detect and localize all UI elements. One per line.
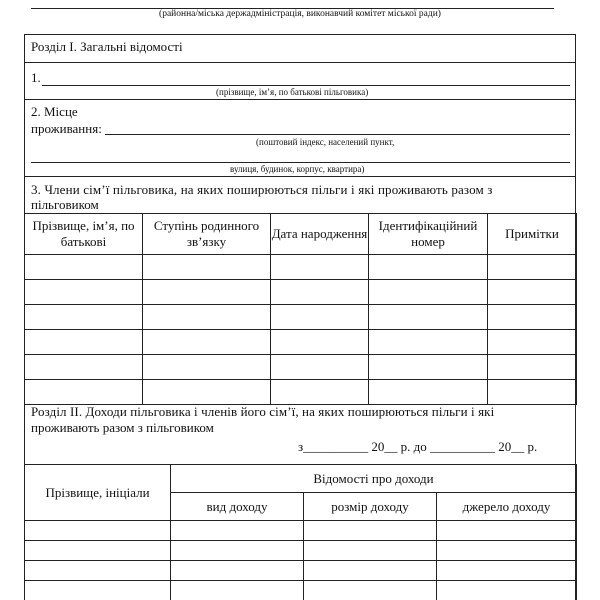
- table-cell[interactable]: [437, 561, 577, 581]
- table-cell[interactable]: [25, 541, 171, 561]
- col-header-surname: Прізвище, ініціали: [25, 465, 171, 521]
- table-cell[interactable]: [304, 521, 437, 541]
- table-cell[interactable]: [369, 330, 488, 355]
- table-cell[interactable]: [171, 521, 304, 541]
- period-line[interactable]: з__________ 20__ р. до __________ 20__ р.: [298, 439, 538, 454]
- item3-text-line1: 3. Члени сім’ї пільговика, на яких поширюються пільги і які проживають разом з: [31, 182, 493, 197]
- item2-caption1: (поштовий індекс, населений пункт,: [256, 137, 395, 147]
- col-header-income-source: джерело доходу: [437, 493, 577, 521]
- table-cell[interactable]: [304, 581, 437, 600]
- table-cell[interactable]: [271, 355, 369, 380]
- section1-divider: [24, 62, 576, 63]
- table-cell[interactable]: [143, 355, 271, 380]
- table-cell[interactable]: [369, 355, 488, 380]
- table-cell[interactable]: [271, 255, 369, 280]
- table-cell[interactable]: [369, 380, 488, 405]
- table-cell[interactable]: [369, 255, 488, 280]
- table-row: [25, 521, 577, 541]
- item2-fill-line2[interactable]: [31, 162, 570, 163]
- item2-divider: [24, 176, 576, 177]
- table-cell[interactable]: [25, 561, 171, 581]
- table-cell[interactable]: [25, 581, 171, 600]
- family-table-header: [25, 214, 577, 255]
- item1-caption: (прізвище, ім’я, по батькові пільговика): [216, 87, 369, 97]
- col-header-income-amount: розмір доходу: [304, 493, 437, 521]
- table-cell[interactable]: [488, 355, 577, 380]
- table-cell[interactable]: [171, 581, 304, 600]
- top-caption: (районна/міська держадміністрація, виконавчий комітет міської ради): [159, 9, 441, 19]
- table-cell[interactable]: [437, 541, 577, 561]
- table-row: [25, 355, 577, 380]
- item2-caption2: вулиця, будинок, корпус, квартира): [230, 164, 365, 174]
- table-cell[interactable]: [488, 380, 577, 405]
- table-cell[interactable]: [271, 280, 369, 305]
- table-row: [25, 380, 577, 405]
- col-header-notes: Примітки: [488, 214, 577, 255]
- col-header-name: Прізвище, ім’я, по батькові: [25, 214, 143, 255]
- section2-title-line1: Розділ II. Доходи пільговика і членів його сім’ї, на яких поширюються пільги і які: [31, 404, 495, 419]
- item3-text-line2: пільговиком: [31, 197, 99, 212]
- col-header-relation: Ступінь родинного зв’язку: [143, 214, 271, 255]
- table-row: [25, 330, 577, 355]
- table-cell[interactable]: [271, 380, 369, 405]
- item1-divider: [24, 99, 576, 100]
- table-cell[interactable]: [25, 330, 143, 355]
- item2-label-line1: 2. Місце: [31, 104, 78, 119]
- table-cell[interactable]: [25, 380, 143, 405]
- col-header-income-type: вид доходу: [171, 493, 304, 521]
- table-cell[interactable]: [437, 521, 577, 541]
- table-cell[interactable]: [25, 355, 143, 380]
- table-cell[interactable]: [143, 330, 271, 355]
- table-row: [25, 280, 577, 305]
- table-cell[interactable]: [437, 581, 577, 600]
- table-cell[interactable]: [25, 280, 143, 305]
- col-header-id-number: Ідентифікаційний номер: [369, 214, 488, 255]
- item2-label-line2: проживання:: [31, 121, 102, 136]
- table-cell[interactable]: [143, 280, 271, 305]
- family-members-table: [24, 213, 577, 405]
- table-cell[interactable]: [143, 305, 271, 330]
- section1-title: Розділ I. Загальні відомості: [31, 39, 183, 54]
- table-row: [25, 581, 577, 600]
- col-header-birthdate: Дата народження: [271, 214, 369, 255]
- table-cell[interactable]: [143, 255, 271, 280]
- item1-fill-line[interactable]: [42, 85, 570, 86]
- table-cell[interactable]: [25, 305, 143, 330]
- table-cell[interactable]: [25, 521, 171, 541]
- table-cell[interactable]: [271, 330, 369, 355]
- table-cell[interactable]: [488, 330, 577, 355]
- table-row: [25, 305, 577, 330]
- table-cell[interactable]: [488, 255, 577, 280]
- table-cell[interactable]: [304, 561, 437, 581]
- income-table-header: [25, 465, 577, 493]
- item1-number: 1.: [31, 70, 41, 85]
- table-cell[interactable]: [171, 541, 304, 561]
- table-cell[interactable]: [171, 561, 304, 581]
- table-cell[interactable]: [143, 380, 271, 405]
- table-cell[interactable]: [488, 305, 577, 330]
- section2-title-line2: проживають разом з пільговиком: [31, 420, 214, 435]
- table-row: [25, 541, 577, 561]
- table-cell[interactable]: [271, 305, 369, 330]
- table-cell[interactable]: [488, 280, 577, 305]
- item2-fill-line1[interactable]: [105, 134, 570, 135]
- table-cell[interactable]: [369, 280, 488, 305]
- table-cell[interactable]: [25, 255, 143, 280]
- col-header-income-group: Відомості про доходи: [171, 465, 577, 493]
- table-row: [25, 561, 577, 581]
- table-cell[interactable]: [304, 541, 437, 561]
- income-table: [24, 464, 577, 600]
- table-cell[interactable]: [369, 305, 488, 330]
- table-row: [25, 255, 577, 280]
